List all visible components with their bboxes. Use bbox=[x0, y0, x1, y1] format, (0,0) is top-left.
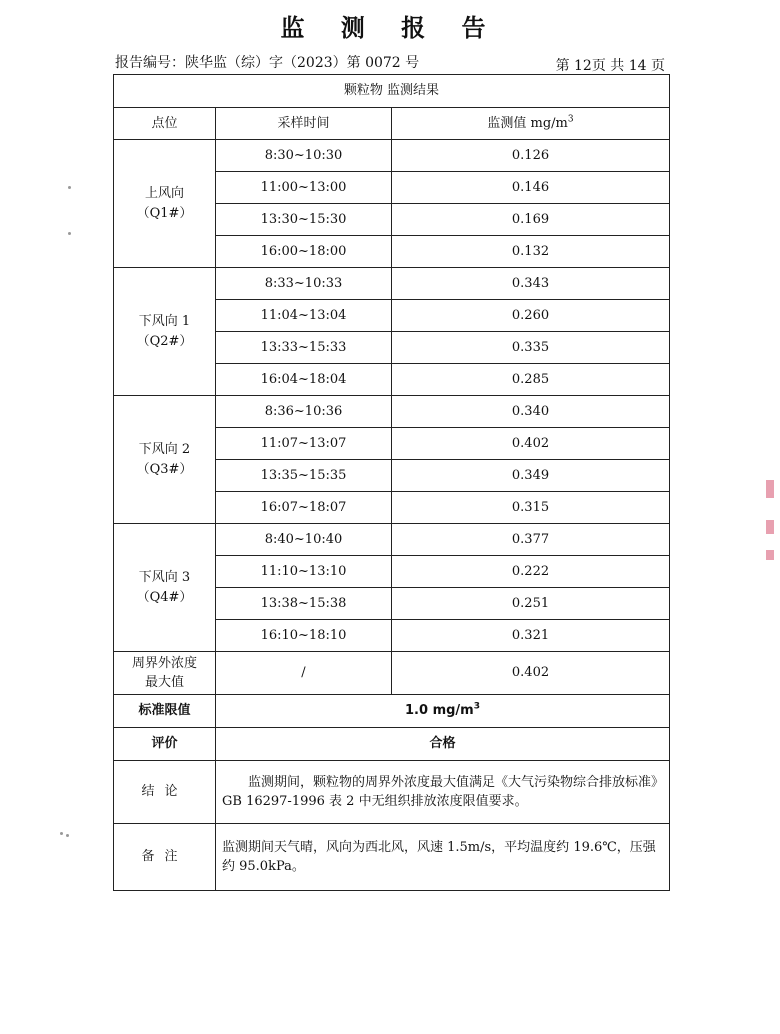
table-title: 颗粒物 监测结果 bbox=[114, 75, 670, 108]
measured-value-cell: 0.222 bbox=[392, 556, 670, 588]
scan-speck bbox=[68, 186, 71, 189]
report-number: 报告编号：陕华监（综）字（2023）第 0072 号 bbox=[115, 55, 420, 71]
evaluation-row bbox=[114, 728, 670, 761]
sampling-time-cell: 16:00~18:00 bbox=[216, 236, 392, 268]
note-label: 备注 bbox=[114, 824, 216, 891]
measured-value-cell: 0.402 bbox=[392, 428, 670, 460]
results-table bbox=[113, 74, 670, 891]
column-header-time: 采样时间 bbox=[216, 108, 392, 140]
point-code: （Q2#） bbox=[136, 333, 193, 349]
point-label: 下风向 3 bbox=[138, 570, 191, 585]
sampling-time-cell: 11:04~13:04 bbox=[216, 300, 392, 332]
point-code: （Q4#） bbox=[136, 589, 193, 605]
point-code: （Q1#） bbox=[136, 205, 193, 221]
measured-value-cell: 0.377 bbox=[392, 524, 670, 556]
table-row bbox=[114, 396, 670, 428]
point-label: 下风向 2 bbox=[138, 442, 191, 457]
measured-value-cell: 0.340 bbox=[392, 396, 670, 428]
sampling-time-cell: 16:04~18:04 bbox=[216, 364, 392, 396]
scan-speck bbox=[60, 832, 63, 835]
sampling-time-cell: 13:35~15:35 bbox=[216, 460, 392, 492]
stamp-edge-mark bbox=[766, 520, 774, 534]
evaluation-label: 评价 bbox=[114, 728, 216, 761]
sampling-time-cell: 11:07~13:07 bbox=[216, 428, 392, 460]
sampling-time-cell: 11:10~13:10 bbox=[216, 556, 392, 588]
point-cell bbox=[114, 396, 216, 524]
max-value-cell: 0.402 bbox=[392, 652, 670, 695]
sampling-time-cell: 13:38~15:38 bbox=[216, 588, 392, 620]
table-row bbox=[114, 140, 670, 172]
standard-limit-value: 1.0 $mg/m^3$ bbox=[216, 695, 670, 728]
measured-value-cell: 0.335 bbox=[392, 332, 670, 364]
point-cell bbox=[114, 140, 216, 268]
column-header-point: 点位 bbox=[114, 108, 216, 140]
measured-value-cell: 0.285 bbox=[392, 364, 670, 396]
conclusion-label: 结论 bbox=[114, 761, 216, 824]
measured-value-cell: 0.251 bbox=[392, 588, 670, 620]
evaluation-value: 合格 bbox=[216, 728, 670, 761]
note-text: 监测期间天气晴，风向为西北风，风速 1.5m/s，平均温度约 19.6℃，压强约 95.0kPa。 bbox=[216, 824, 670, 891]
sampling-time-cell: 16:10~18:10 bbox=[216, 620, 392, 652]
note-row bbox=[114, 824, 670, 891]
document-title: 监 测 报 告 bbox=[280, 14, 500, 42]
measured-value-cell: 0.260 bbox=[392, 300, 670, 332]
point-cell bbox=[114, 524, 216, 652]
sampling-time-cell: 13:33~15:33 bbox=[216, 332, 392, 364]
scan-speck bbox=[68, 232, 71, 235]
sampling-time-cell: 11:00~13:00 bbox=[216, 172, 392, 204]
measured-value-cell: 0.146 bbox=[392, 172, 670, 204]
table-row bbox=[114, 524, 670, 556]
table-header-row bbox=[114, 108, 670, 140]
scan-speck bbox=[66, 834, 69, 837]
measured-value-cell: 0.126 bbox=[392, 140, 670, 172]
conclusion-text: 监测期间，颗粒物的周界外浓度最大值满足《大气污染物综合排放标准》GB 16297-1996 表 2 中无组织排放浓度限值要求。 bbox=[216, 761, 670, 824]
column-header-value: 监测值 $mg/m^3$ bbox=[392, 108, 670, 140]
point-label: 下风向 1 bbox=[138, 314, 191, 329]
max-value-label: 周界外浓度 最大值 bbox=[114, 652, 216, 695]
table-row bbox=[114, 268, 670, 300]
sampling-time-cell: 8:36~10:36 bbox=[216, 396, 392, 428]
measured-value-cell: 0.315 bbox=[392, 492, 670, 524]
measured-value-cell: 0.169 bbox=[392, 204, 670, 236]
page-number: 第 12页 共 14 页 bbox=[555, 58, 665, 74]
max-value-row bbox=[114, 652, 670, 695]
measured-value-cell: 0.132 bbox=[392, 236, 670, 268]
stamp-edge-mark bbox=[766, 480, 774, 498]
sampling-time-cell: 8:40~10:40 bbox=[216, 524, 392, 556]
standard-limit-row bbox=[114, 695, 670, 728]
measured-value-cell: 0.343 bbox=[392, 268, 670, 300]
conclusion-row bbox=[114, 761, 670, 824]
sampling-time-cell: 8:30~10:30 bbox=[216, 140, 392, 172]
measured-value-cell: 0.321 bbox=[392, 620, 670, 652]
point-label: 上风向 bbox=[144, 186, 184, 201]
sampling-time-cell: 13:30~15:30 bbox=[216, 204, 392, 236]
max-value-time: / bbox=[216, 652, 392, 695]
point-code: （Q3#） bbox=[136, 461, 193, 477]
stamp-edge-mark bbox=[766, 550, 774, 560]
measured-value-cell: 0.349 bbox=[392, 460, 670, 492]
sampling-time-cell: 8:33~10:33 bbox=[216, 268, 392, 300]
standard-limit-label: 标准限值 bbox=[114, 695, 216, 728]
sampling-time-cell: 16:07~18:07 bbox=[216, 492, 392, 524]
point-cell bbox=[114, 268, 216, 396]
